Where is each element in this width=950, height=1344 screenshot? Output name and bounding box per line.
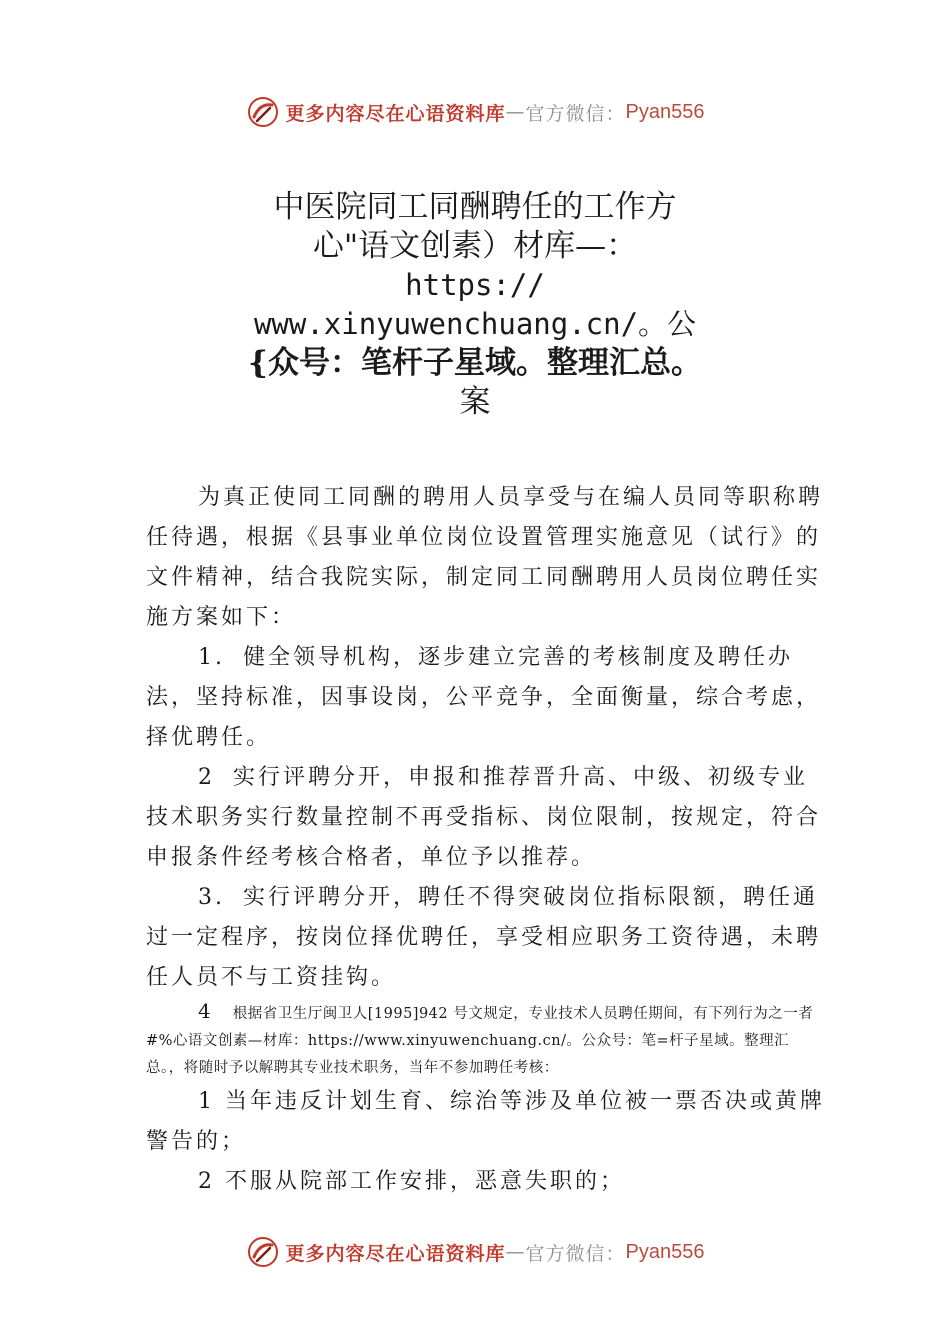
item-1-number: 1. bbox=[198, 645, 225, 670]
banner-wechat-id: Pyan556 bbox=[625, 100, 705, 123]
banner-dash: — bbox=[505, 101, 526, 123]
item-3 bbox=[146, 878, 826, 998]
item-4-text: 根据省卫生厅闽卫人[1995]942 号文规定，专业技术人员聘任期间，有下列行为之一者#%心语文创素—材库：https://www.xinyuwenchuang.cn/。公众号：笔=杆子星域。整理汇总。，将随时予以解聘其专业技术职务，当年不参加聘任考核： bbox=[146, 1006, 814, 1076]
brush-seal-logo-icon bbox=[246, 95, 280, 129]
header-watermark-banner bbox=[0, 95, 950, 129]
title-line-2: 心"语文创素）材库—： bbox=[312, 228, 638, 264]
banner-label: 官方微信： bbox=[525, 102, 626, 125]
item-2 bbox=[146, 758, 826, 878]
item-2-text: 实行评聘分开，申报和推荐晋升高、中级、初级专业技术职务实行数量控制不再受指标、岗位限制，按规定，符合申报条件经考核合格者，单位予以推荐。 bbox=[146, 765, 822, 870]
item-4 bbox=[146, 998, 826, 1082]
item-1 bbox=[146, 638, 826, 758]
title-line-1: 中医院同工同酬聘任的工作方 bbox=[273, 189, 677, 225]
banner-label: 官方微信： bbox=[525, 1242, 626, 1265]
sub-item-1: 1 当年违反计划生育、综治等涉及单位被一票否决或黄牌警告的； bbox=[146, 1089, 825, 1154]
document-body bbox=[146, 478, 826, 1202]
banner-main-text: 更多内容尽在心语资料库 bbox=[285, 102, 506, 125]
banner-wechat-id: Pyan556 bbox=[625, 1240, 705, 1263]
item-3-number: 3. bbox=[198, 885, 225, 910]
item-2-number: 2 bbox=[198, 765, 215, 790]
item-3-text: 实行评聘分开，聘任不得突破岗位指标限额，聘任通过一定程序，按岗位择优聘任，享受相应职务工资待遇，未聘任人员不与工资挂钩。 bbox=[146, 885, 822, 990]
title-line-6: 案 bbox=[459, 384, 491, 420]
sub-item-2: 2 不服从院部工作安排，恶意失职的； bbox=[198, 1169, 625, 1194]
brush-seal-logo-icon bbox=[246, 1235, 280, 1269]
title-line-3: https:// bbox=[405, 268, 545, 302]
title-line-5: {众号：笔杆子星域。整理汇总。 bbox=[248, 345, 702, 381]
banner-dash: — bbox=[505, 1241, 526, 1263]
document-title bbox=[0, 188, 950, 422]
intro-paragraph: 为真正使同工同酬的聘用人员享受与在编人员同等职称聘任待遇，根据《县事业单位岗位设置管理实施意见（试行》的文件精神，结合我院实际，制定同工同酬聘用人员岗位聘任实施方案如下： bbox=[146, 485, 824, 630]
banner-main-text: 更多内容尽在心语资料库 bbox=[285, 1242, 506, 1265]
item-1-text: 健全领导机构，逐步建立完善的考核制度及聘任办法，坚持标准，因事设岗，公平竞争，全面衡量，综合考虑，择优聘任。 bbox=[146, 645, 822, 750]
footer-watermark-banner bbox=[0, 1235, 950, 1269]
item-4-number: 4 bbox=[198, 999, 211, 1023]
title-line-4: www.xinyuwenchuang.cn/。公 bbox=[253, 307, 697, 341]
